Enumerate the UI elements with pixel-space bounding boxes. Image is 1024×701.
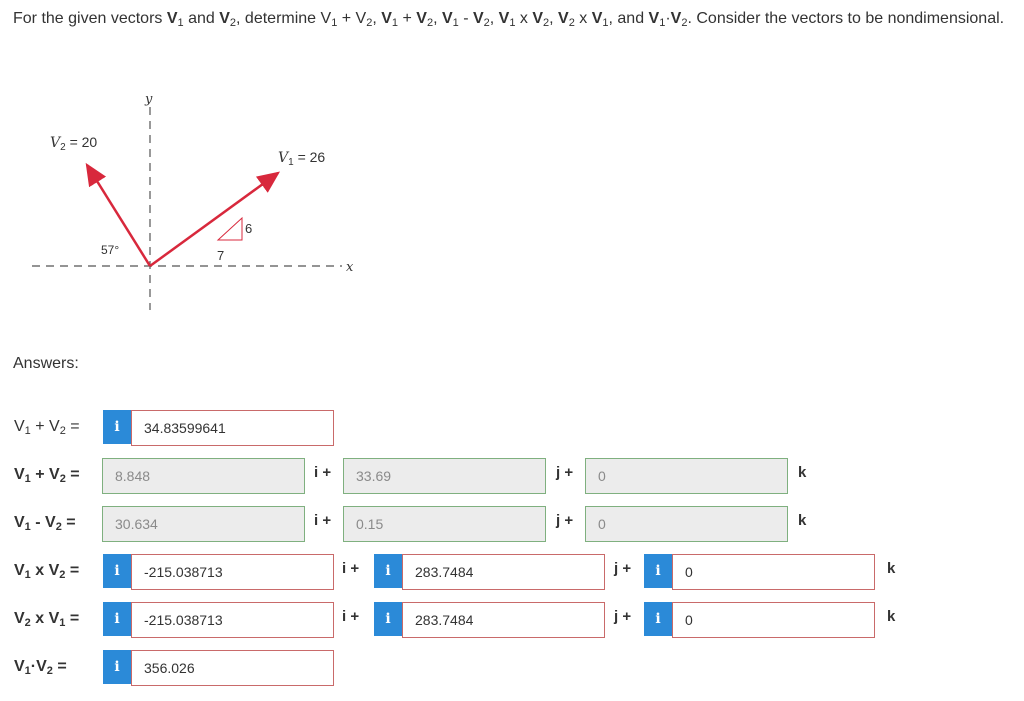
sum-j-input[interactable]: 33.69	[343, 458, 546, 494]
slope-run: 7	[217, 248, 225, 263]
v2-label: $V_2 = 20$	[50, 134, 98, 153]
k-unit: k	[798, 512, 807, 529]
sum-k-input[interactable]: 0	[585, 458, 788, 494]
answer-row-sum-magnitude	[0, 408, 340, 448]
row-label: $V_1\cdot V_2$ =	[14, 658, 67, 677]
info-icon[interactable]: i	[103, 554, 131, 588]
answer-row-dot	[0, 648, 340, 688]
row-label: $V_2$ x $V_1$ =	[14, 610, 80, 629]
row-label: $V_1 - V_2$ =	[14, 514, 76, 533]
slope-rise: 6	[245, 221, 253, 236]
cross12-k-input[interactable]: 0	[672, 554, 875, 590]
cross12-j-input[interactable]: 283.7484	[402, 554, 605, 590]
diff-i-input[interactable]: 30.634	[102, 506, 305, 542]
vector-diagram	[20, 85, 370, 315]
info-icon[interactable]: i	[374, 554, 402, 588]
slope-triangle	[218, 218, 242, 240]
problem-statement: For the given vectors $V_1$ and $V_2$, determine $V_1 + V_2$, $V_1 + V_2$, $V_1 - V_2$, $V_1$ x $V_2$, $V_2$ x $V_1$, and $V_1\cdot V_2$. Consider the vectors to be nondimensional.	[13, 10, 1005, 29]
cross21-k-input[interactable]: 0	[672, 602, 875, 638]
diff-j-input[interactable]: 0.15	[343, 506, 546, 542]
k-unit: k	[887, 608, 896, 625]
cross12-i-input[interactable]: -215.038713	[131, 554, 334, 590]
row-label: $V_1 + V_2$ =	[14, 418, 80, 437]
i-unit: i +	[342, 608, 360, 625]
answer-row-sum-components	[0, 456, 1024, 496]
j-unit: j +	[614, 608, 632, 625]
x-axis-label: x	[346, 260, 354, 275]
row-label: $V_1 + V_2$ =	[14, 466, 80, 485]
cross21-i-input[interactable]: -215.038713	[131, 602, 334, 638]
v1-arrow	[150, 173, 278, 266]
angle-label: 57°	[101, 243, 120, 257]
answer-row-difference	[0, 504, 1024, 544]
k-unit: k	[887, 560, 896, 577]
i-unit: i +	[314, 512, 332, 529]
info-icon[interactable]: i	[103, 650, 131, 684]
k-unit: k	[798, 464, 807, 481]
answer-row-cross-21	[0, 600, 1024, 640]
diff-k-input[interactable]: 0	[585, 506, 788, 542]
y-axis-label: y	[145, 92, 153, 107]
v1-label: $V_1 = 26$	[278, 149, 326, 168]
info-icon[interactable]: i	[644, 602, 672, 636]
sum-i-input[interactable]: 8.848	[102, 458, 305, 494]
info-icon[interactable]: i	[103, 602, 131, 636]
answers-label: Answers:	[13, 355, 79, 372]
row-label: $V_1$ x $V_2$ =	[14, 562, 80, 581]
info-icon[interactable]: i	[374, 602, 402, 636]
cross21-j-input[interactable]: 283.7484	[402, 602, 605, 638]
j-unit: j +	[556, 512, 574, 529]
i-unit: i +	[314, 464, 332, 481]
answer-row-cross-12	[0, 552, 1024, 592]
info-icon[interactable]: i	[103, 410, 131, 444]
sum-magnitude-input[interactable]: 34.83599641	[131, 410, 334, 446]
i-unit: i +	[342, 560, 360, 577]
info-icon[interactable]: i	[644, 554, 672, 588]
dot-product-input[interactable]: 356.026	[131, 650, 334, 686]
j-unit: j +	[556, 464, 574, 481]
j-unit: j +	[614, 560, 632, 577]
